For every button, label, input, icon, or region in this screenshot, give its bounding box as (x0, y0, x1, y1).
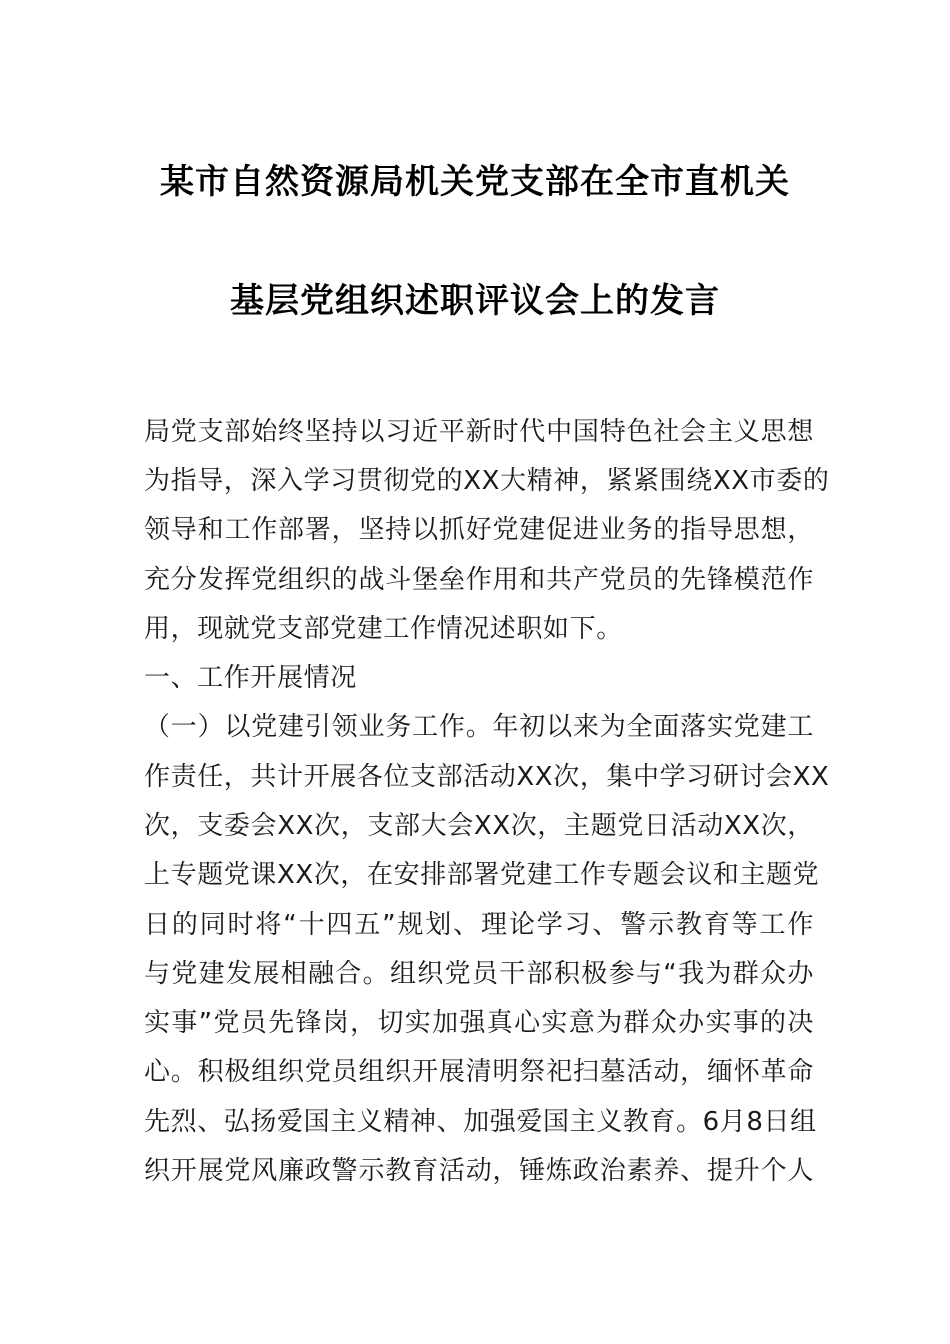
body-text-line: 先烈、弘扬爱国主义精神、加强爱国主义教育。6月8日组 (144, 1107, 817, 1137)
body-text-line: 领导和工作部署，坚持以抓好党建促进业务的指导思想， (144, 515, 814, 545)
body-text-line: 次，支委会XX次，支部大会XX次，主题党日活动XX次， (144, 811, 814, 841)
body-text-line: 日的同时将“十四五”规划、理论学习、警示教育等工作 (144, 910, 814, 940)
body-text-line: 局党支部始终坚持以习近平新时代中国特色社会主义思想 (144, 417, 814, 447)
body-text-line: 心。积极组织党员组织开展清明祭祀扫墓活动，缅怀革命 (144, 1057, 814, 1087)
body-text-line: 实事”党员先锋岗，切实加强真心实意为群众办实事的决 (144, 1008, 814, 1038)
body-text-line: 用，现就党支部党建工作情况述职如下。 (144, 614, 623, 644)
body-text-line: 织开展党风廉政警示教育活动，锤炼政治素养、提升个人 (144, 1156, 814, 1186)
document-title-line-1: 某市自然资源局机关党支部在全市直机关 (160, 162, 790, 202)
body-text-line: 与党建发展相融合。组织党员干部积极参与“我为群众办 (144, 959, 814, 989)
section-heading: 一、工作开展情况 (144, 663, 357, 693)
body-text-line: 上专题党课XX次，在安排部署党建工作专题会议和主题党 (144, 860, 820, 890)
body-text-line: （一）以党建引领业务工作。年初以来为全面落实党建工 (144, 712, 814, 742)
body-text-line: 作责任，共计开展各位支部活动XX次，集中学习研讨会XX (144, 762, 830, 792)
body-text-line: 为指导，深入学习贯彻党的XX大精神，紧紧围绕XX市委的 (144, 466, 830, 496)
body-text-line: 充分发挥党组织的战斗堡垒作用和共产党员的先锋模范作 (144, 565, 814, 595)
document-title-line-2: 基层党组织述职评议会上的发言 (230, 281, 720, 321)
